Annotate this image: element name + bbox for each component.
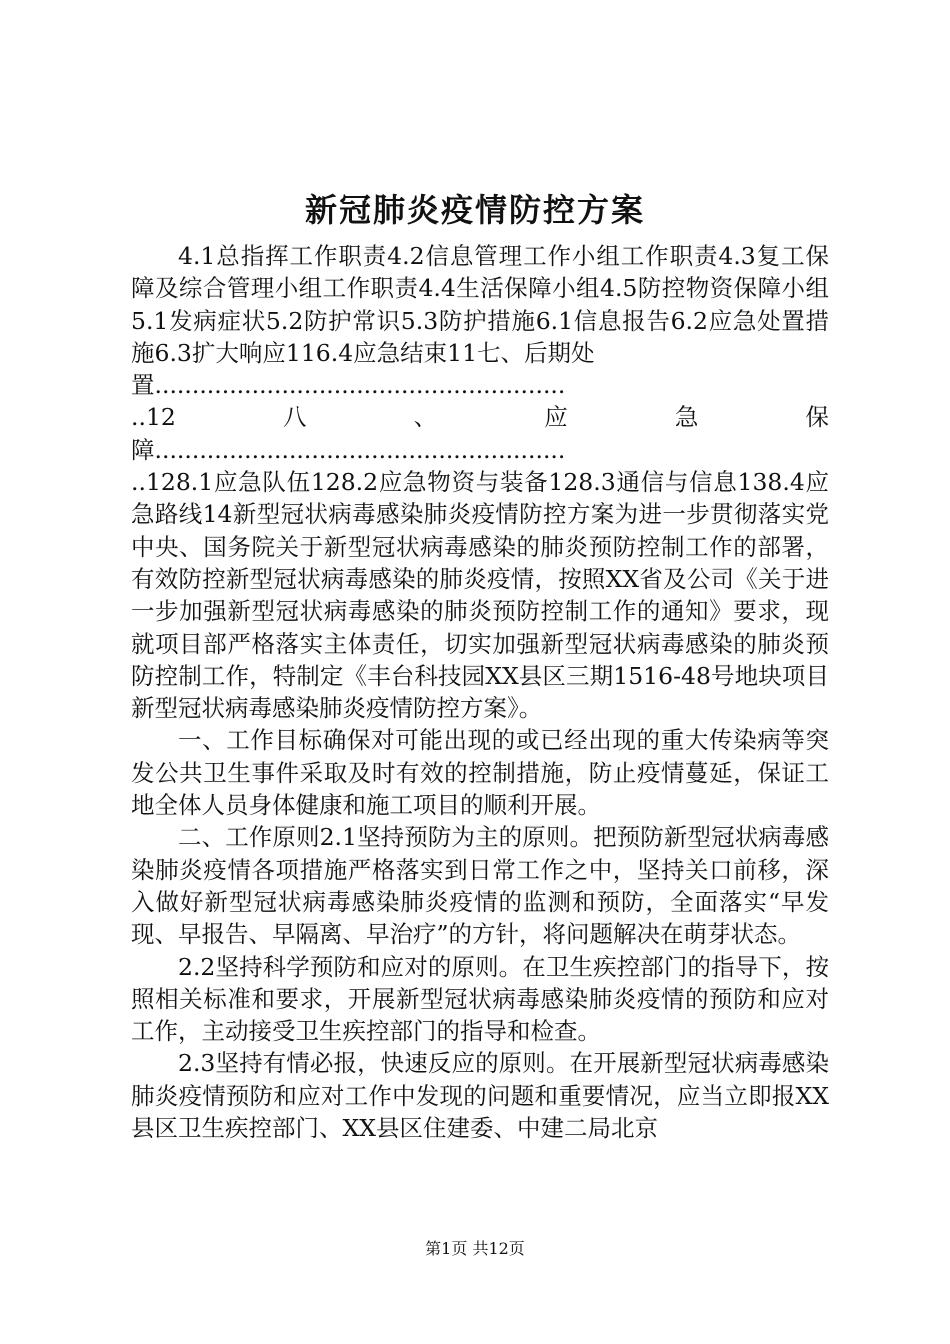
toc-text-line5: ..128.1应急队伍128.2应急物资与装备128.3通信与信息138.4应急路线14新型冠状病毒感染肺炎疫情防控方案为进一步贯彻落实党中央、国务院关于新型冠状病毒感染的肺炎预防控制工作的部署，有效防控新型冠状病毒感染的肺炎疫情，按照XX省及公司《关于进一步加强新型冠状病毒感染的肺炎预防控制工作的通知》要求，现就项目部严格落实主体责任，切实加强新型冠状病毒感染的肺炎预防控制工作，特制定《丰台科技园XX县区三期1516-48号地块项目新型冠状病毒感染肺炎疫情防控方案》。 (131, 468, 829, 723)
paragraph: 2.3坚持有情必报，快速反应的原则。在开展新型冠状病毒感染肺炎疫情预防和应对工作中发现的问题和重要情况，应当立即报XX县区卫生疾控部门、XX县区住建委、中建二局北京 (131, 1049, 829, 1143)
toc-spread-part: 、 (413, 403, 438, 432)
toc-leader-line4: 障....................................................... (131, 435, 566, 464)
toc-text-line1: 4.1总指挥工作职责4.2信息管理工作小组工作职责4.3复工保障及综合管理小组工作职责4.4生活保障小组4.5防控物资保障小组5.1发病症状5.2防护常识5.3防护措施6.1信息报告6.2应急处置措施6.3扩大响应116.4应急结束11七、后期处 (131, 242, 829, 367)
page-footer: 第1页 共12页 (425, 1239, 525, 1258)
paragraph: 一、工作目标确保对可能出现的或已经出现的重大传染病等突发公共卫生事件采取及时有效的控制措施，防止疫情蔓延，保证工地全体人员身体健康和施工项目的顺利开展。 (131, 726, 829, 820)
paragraph: 2.2坚持科学预防和应对的原则。在卫生疾控部门的指导下，按照相关标准和要求，开展新型冠状病毒感染肺炎疫情的预防和应对工作，主动接受卫生疾控部门的指导和检查。 (131, 952, 829, 1046)
toc-spread-part: ..12 (131, 403, 176, 432)
toc-spread-part: 八 (282, 403, 307, 432)
toc-spread-part: 急 (674, 403, 699, 432)
toc-leader-line2: 置....................................................... (131, 371, 566, 400)
document-title: 新冠肺炎疫情防控方案 (304, 191, 645, 229)
toc-spread-part: 保 (805, 403, 829, 432)
document-body (131, 240, 829, 1144)
toc-spread-line3 (131, 401, 829, 433)
toc-spread-part: 应 (544, 403, 568, 432)
toc-paragraph (131, 240, 829, 724)
paragraph: 二、工作原则2.1坚持预防为主的原则。把预防新型冠状病毒感染肺炎疫情各项措施严格落实到日常工作之中，坚持关口前移，深入做好新型冠状病毒感染肺炎疫情的监测和预防，全面落实“早发现、早报告、早隔离、早治疗”的方针，将问题解决在萌芽状态。 (131, 823, 829, 949)
